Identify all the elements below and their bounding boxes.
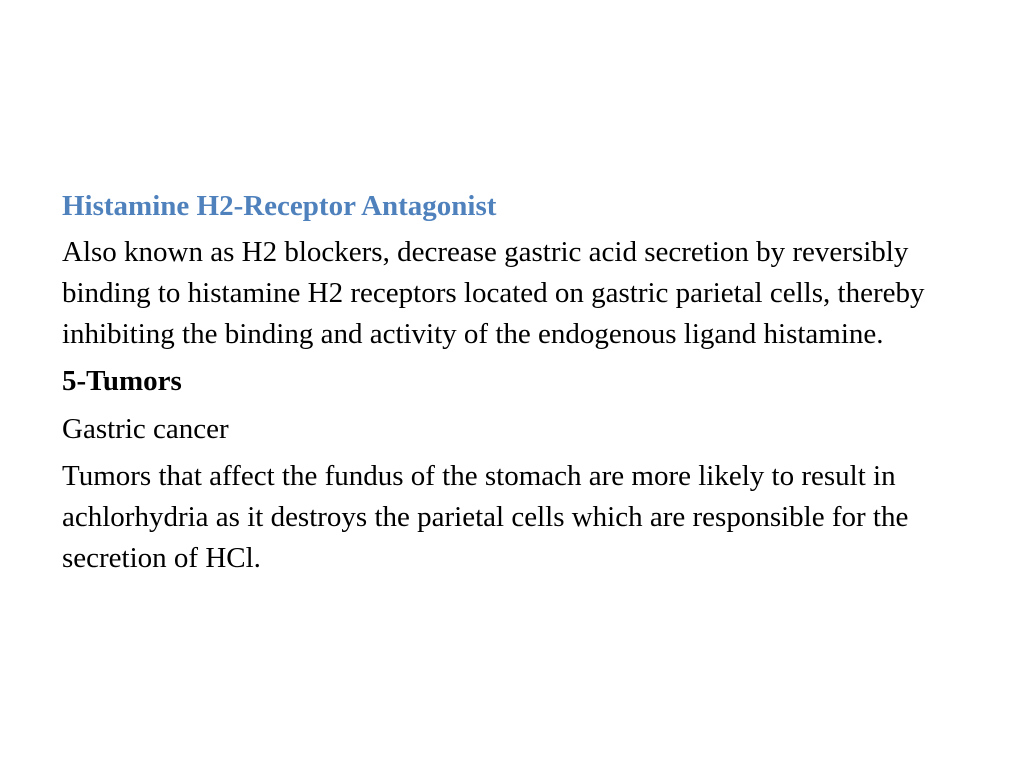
section-heading-h2-antagonist: Histamine H2-Receptor Antagonist bbox=[62, 190, 497, 222]
slide-content bbox=[62, 186, 962, 585]
gastric-cancer-subheading: Gastric cancer bbox=[62, 413, 229, 445]
h2-antagonist-description: Also known as H2 blockers, decrease gastric acid secretion by reversibly binding to histamine H2 receptors located on gastric parietal cells, thereby inhibiting the binding and activity of the endogenous ligand histamine. bbox=[62, 236, 925, 350]
tumors-description: Tumors that affect the fundus of the stomach are more likely to result in achlorhydria as it destroys the parietal cells which are responsible for the secretion of HCl. bbox=[62, 460, 909, 574]
section-heading-tumors: 5-Tumors bbox=[62, 365, 182, 397]
